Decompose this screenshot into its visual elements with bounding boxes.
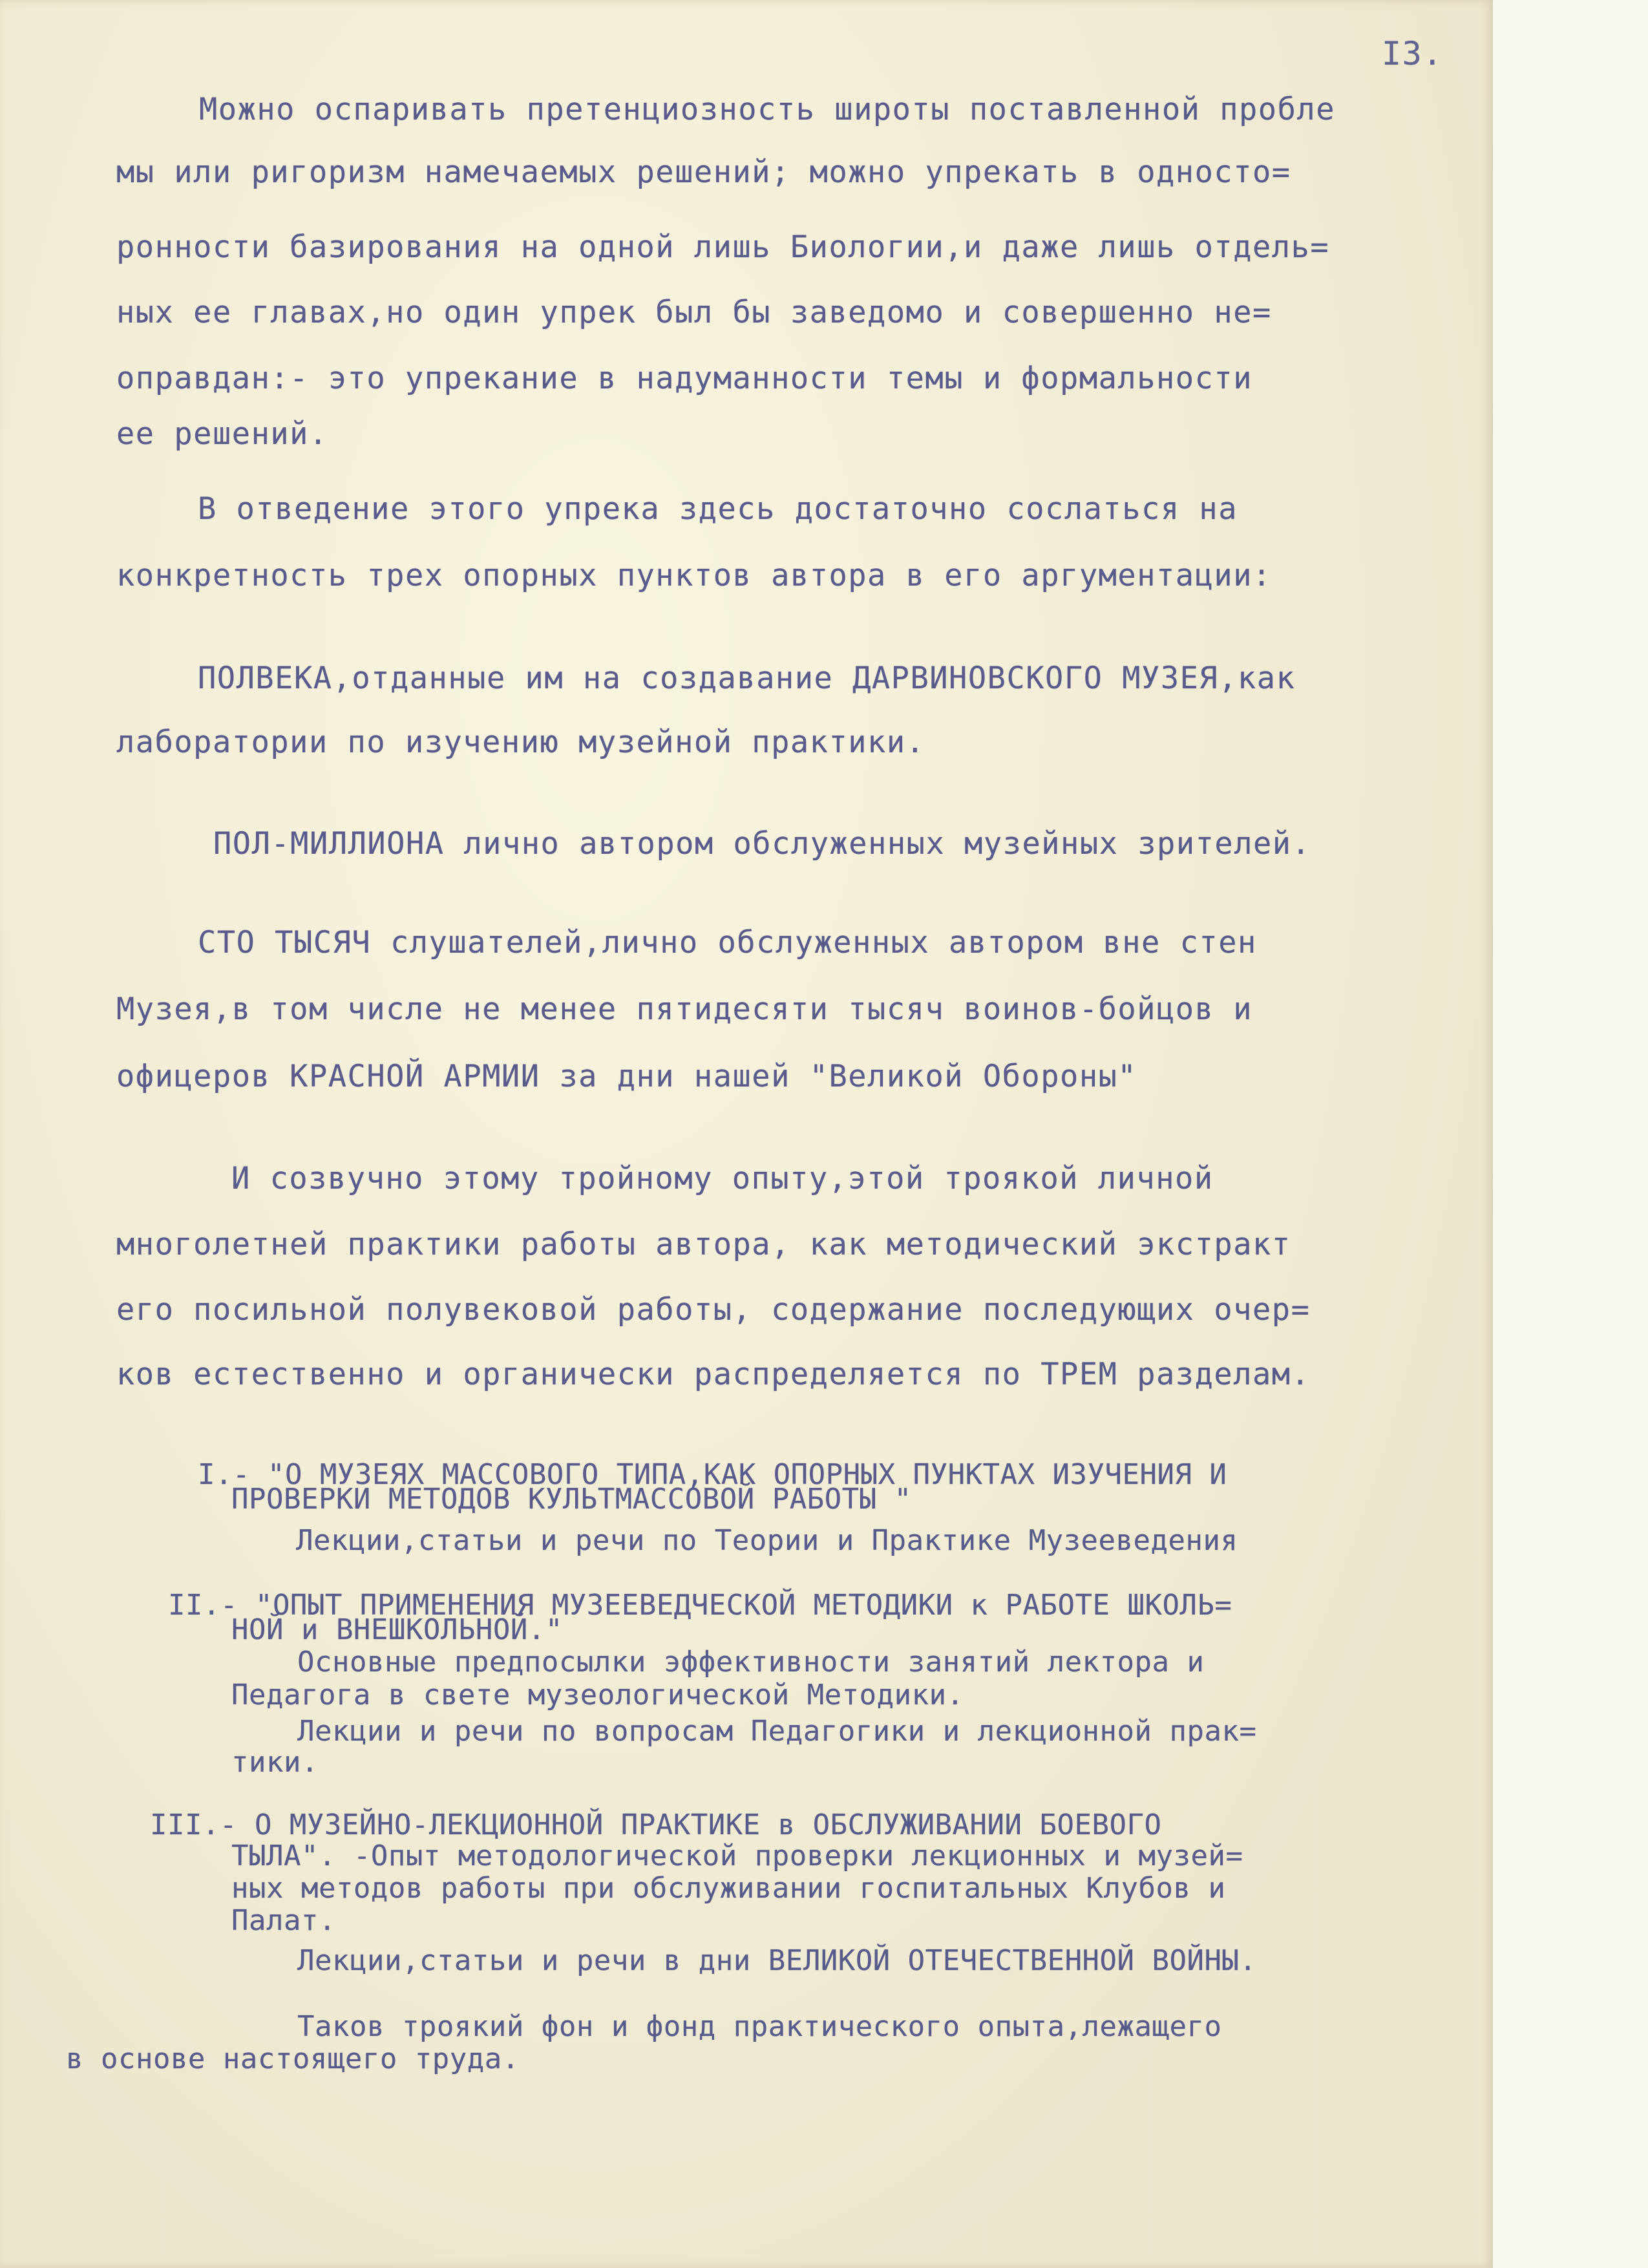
section3-description-line-3: Лекции,статьи и речи в дни ВЕЛИКОЙ ОТЕЧЕСТВЕННОЙ ВОЙНЫ. [297, 1944, 1257, 1977]
point1-line-2: лаборатории по изучению музейной практики. [116, 725, 925, 760]
paragraph1-line-6: ее решений. [116, 416, 328, 452]
paragraph3-line-2: многолетней практики работы автора, как методический экстракт [116, 1227, 1291, 1262]
paragraph3-line-1: И созвучно этому тройному опыту,этой троякой личной [231, 1161, 1214, 1196]
point3-line-2: Музея,в том числе не менее пятидесяти тысяч воинов-бойцов и [116, 991, 1252, 1027]
section2-heading-line-2: НОЙ и ВНЕШКОЛЬНОЙ." [231, 1613, 563, 1646]
section3-description-line-2: Палат. [231, 1904, 336, 1937]
paragraph1-line-5: оправдан:- это упрекание в надуманности темы и формальности [116, 361, 1252, 396]
section3-heading-line-2: ТЫЛА". -Опыт методологической проверки лекционных и музей= [231, 1839, 1243, 1872]
paragraph1-line-1: Можно оспаривать претенциозность широты поставленной пробле [199, 92, 1335, 127]
paragraph1-line-3: ронности базирования на одной лишь Биологии,и даже лишь отдель= [116, 229, 1330, 265]
section2-description-line-1: Основные предпосылки эффективности занятий лектора и [297, 1646, 1205, 1679]
point3-line-1: СТО ТЫСЯЧ слушателей,лично обслуженных автором вне стен [198, 925, 1257, 960]
point3-line-3: офицеров КРАСНОЙ АРМИИ за дни нашей "Великой Обороны" [116, 1059, 1137, 1094]
section2-heading-line-1: II.- "ОПЫТ ПРИМЕНЕНИЯ МУЗЕЕВЕДЧЕСКОЙ МЕТОДИКИ к РАБОТЕ ШКОЛЬ= [168, 1589, 1232, 1622]
closing-line-2: в основе настоящего труда. [66, 2042, 520, 2075]
section2-description-line-2: Педагога в свете музеологической Методики. [231, 1679, 964, 1712]
section1-heading-line-1: I.- "О МУЗЕЯХ МАССОВОГО ТИПА,КАК ОПОРНЫХ ПУНКТАХ ИЗУЧЕНИЯ И [198, 1458, 1227, 1491]
point2-line-1: ПОЛ-МИЛЛИОНА лично автором обслуженных музейных зрителей. [213, 826, 1311, 862]
paragraph2-line-2: конкретность трех опорных пунктов автора в его аргументации: [116, 558, 1272, 593]
paragraph3-line-3: его посильной полувековой работы, содержание последующих очер= [116, 1292, 1311, 1328]
scan-background-edge [1493, 0, 1648, 2268]
paragraph1-line-4: ных ее главах,но один упрек был бы заведомо и совершенно не= [116, 295, 1272, 330]
page-number: I3. [1382, 35, 1443, 72]
section2-description-line-3: Лекции и речи по вопросам Педагогики и лекционной прак= [297, 1715, 1257, 1748]
section1-description: Лекции,статьи и речи по Теории и Практике Музееведения [296, 1524, 1238, 1557]
closing-line-1: Таков троякий фон и фонд практического опыта,лежащего [297, 2010, 1222, 2043]
section1-heading-line-2: ПРОВЕРКИ МЕТОДОВ КУЛЬТМАССОВОЙ РАБОТЫ " [231, 1483, 912, 1516]
point1-line-1: ПОЛВЕКА,отданные им на создавание ДАРВИНОВСКОГО МУЗЕЯ,как [198, 661, 1296, 696]
section3-heading-line-1: III.- О МУЗЕЙНО-ЛЕКЦИОННОЙ ПРАКТИКЕ в ОБСЛУЖИВАНИИ БОЕВОГО [150, 1808, 1162, 1841]
section3-description-line-1: ных методов работы при обслуживании госпитальных Клубов и [231, 1872, 1226, 1905]
paragraph2-line-1: В отведение этого упрека здесь достаточно сослаться на [198, 491, 1238, 527]
paragraph3-line-4: ков естественно и органически распределяется по ТРЕМ разделам. [116, 1357, 1311, 1392]
section2-description-line-4: тики. [231, 1746, 319, 1779]
paragraph1-line-2: мы или ригоризм намечаемых решений; можно упрекать в односто= [116, 154, 1291, 190]
